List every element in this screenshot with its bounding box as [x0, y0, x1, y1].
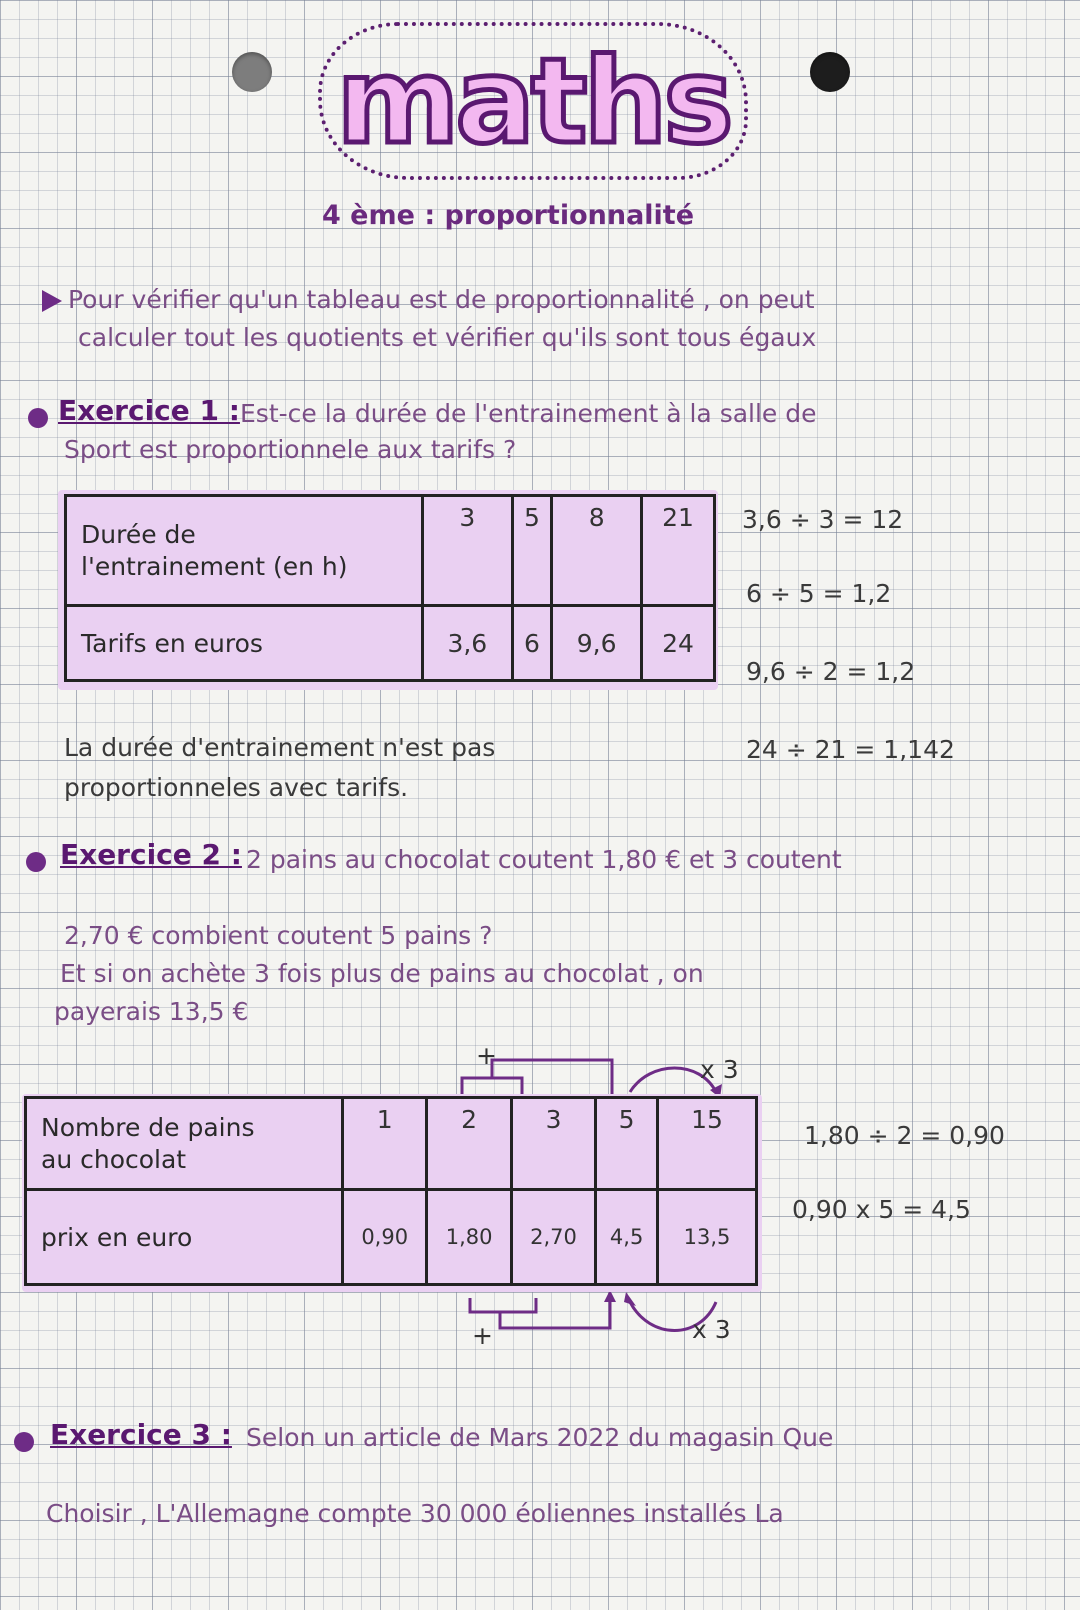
- ex2-count-cell: 3: [511, 1098, 595, 1190]
- ex2-count-cell: 1: [343, 1098, 427, 1190]
- intro-line-1: Pour vérifier qu'un tableau est de proportionnalité , on peut: [68, 285, 815, 314]
- ex2-question-1: 2 pains au chocolat coutent 1,80 € et 3 coutent: [246, 845, 842, 874]
- ex2-table: [24, 1096, 758, 1286]
- ex2-title: Exercice 2 :: [60, 838, 242, 871]
- ex1-price-cell: 9,6: [552, 606, 642, 681]
- ex1-row1-label-line1: Durée de: [81, 519, 196, 549]
- bullet-icon: [14, 1432, 34, 1452]
- ex2-price-cell: 4,5: [596, 1190, 658, 1285]
- ex2-row1-label-line1: Nombre de pains: [41, 1112, 255, 1142]
- ex2-question-3: Et si on achète 3 fois plus de pains au chocolat , on: [60, 959, 704, 988]
- ex1-calc-1: 3,6 ÷ 3 = 12: [742, 505, 904, 534]
- ex2-price-cell: 0,90: [343, 1190, 427, 1285]
- ex2-calc-2: 0,90 x 5 = 4,5: [792, 1195, 971, 1224]
- ex1-table: [64, 494, 716, 682]
- ex1-price-cell: 24: [641, 606, 714, 681]
- ex2-count-cell: 15: [658, 1098, 757, 1190]
- ex2-question-4: payerais 13,5 €: [54, 997, 249, 1026]
- ex1-price-cell: 3,6: [423, 606, 513, 681]
- ex3-title: Exercice 3 :: [50, 1418, 232, 1451]
- ex1-conclusion-2: proportionneles avec tarifs.: [64, 773, 409, 802]
- times-label-bottom: x 3: [692, 1315, 731, 1344]
- ex1-row2-label: Tarifs en euros: [66, 606, 423, 681]
- maths-logo: [318, 22, 748, 180]
- ex2-row1-label: [26, 1098, 343, 1190]
- ex2-calc-1: 1,80 ÷ 2 = 0,90: [804, 1121, 1005, 1150]
- logo-text: maths: [336, 32, 730, 170]
- ex1-duration-cell: 5: [512, 496, 552, 606]
- ex2-count-cell: 2: [427, 1098, 511, 1190]
- ex1-row1-label-line2: l'entrainement (en h): [81, 551, 348, 581]
- ex2-question-2: 2,70 € combient coutent 5 pains ?: [64, 921, 493, 950]
- bullet-icon: [28, 408, 48, 428]
- bullet-icon: [26, 852, 46, 872]
- intro-line-2: calculer tout les quotients et vérifier qu'ils sont tous égaux: [78, 323, 817, 352]
- ex1-calc-3: 9,6 ÷ 2 = 1,2: [746, 657, 916, 686]
- ex1-duration-cell: 3: [423, 496, 513, 606]
- ex1-title: Exercice 1 :: [58, 394, 240, 427]
- arrow-head-icon: [624, 1292, 636, 1306]
- ex1-price-cell: 6: [512, 606, 552, 681]
- ex1-conclusion-1: La durée d'entrainement n'est pas: [64, 733, 496, 762]
- ex1-row1-label: [66, 496, 423, 606]
- binder-hole-right: [810, 52, 850, 92]
- ex1-question-2: Sport est proportionnele aux tarifs ?: [64, 435, 517, 464]
- ex2-price-cell: 1,80: [427, 1190, 511, 1285]
- ex1-question-1: Est-ce la durée de l'entrainement à la salle de: [240, 399, 817, 428]
- plus-sign-bottom: +: [472, 1321, 493, 1350]
- ex3-question-1: Selon un article de Mars 2022 du magasin Que: [246, 1423, 834, 1452]
- ex2-price-cell: 2,70: [511, 1190, 595, 1285]
- ex1-duration-cell: 8: [552, 496, 642, 606]
- ex3-question-2: Choisir , L'Allemagne compte 30 000 éoliennes installés La: [46, 1499, 784, 1528]
- plus-sign-top: +: [476, 1041, 497, 1070]
- ex1-duration-cell: 21: [641, 496, 714, 606]
- page-subtitle: 4 ème : proportionnalité: [322, 200, 695, 231]
- ex1-calc-4: 24 ÷ 21 = 1,142: [746, 735, 955, 764]
- ex2-count-cell: 5: [596, 1098, 658, 1190]
- ex2-price-cell: 13,5: [658, 1190, 757, 1285]
- ex2-row1-label-line2: au chocolat: [41, 1144, 187, 1174]
- times-label-top: x 3: [700, 1055, 739, 1084]
- arrow-bullet-icon: [42, 290, 62, 312]
- ex2-row2-label: prix en euro: [26, 1190, 343, 1285]
- binder-hole-left: [232, 52, 272, 92]
- ex1-calc-2: 6 ÷ 5 = 1,2: [746, 579, 892, 608]
